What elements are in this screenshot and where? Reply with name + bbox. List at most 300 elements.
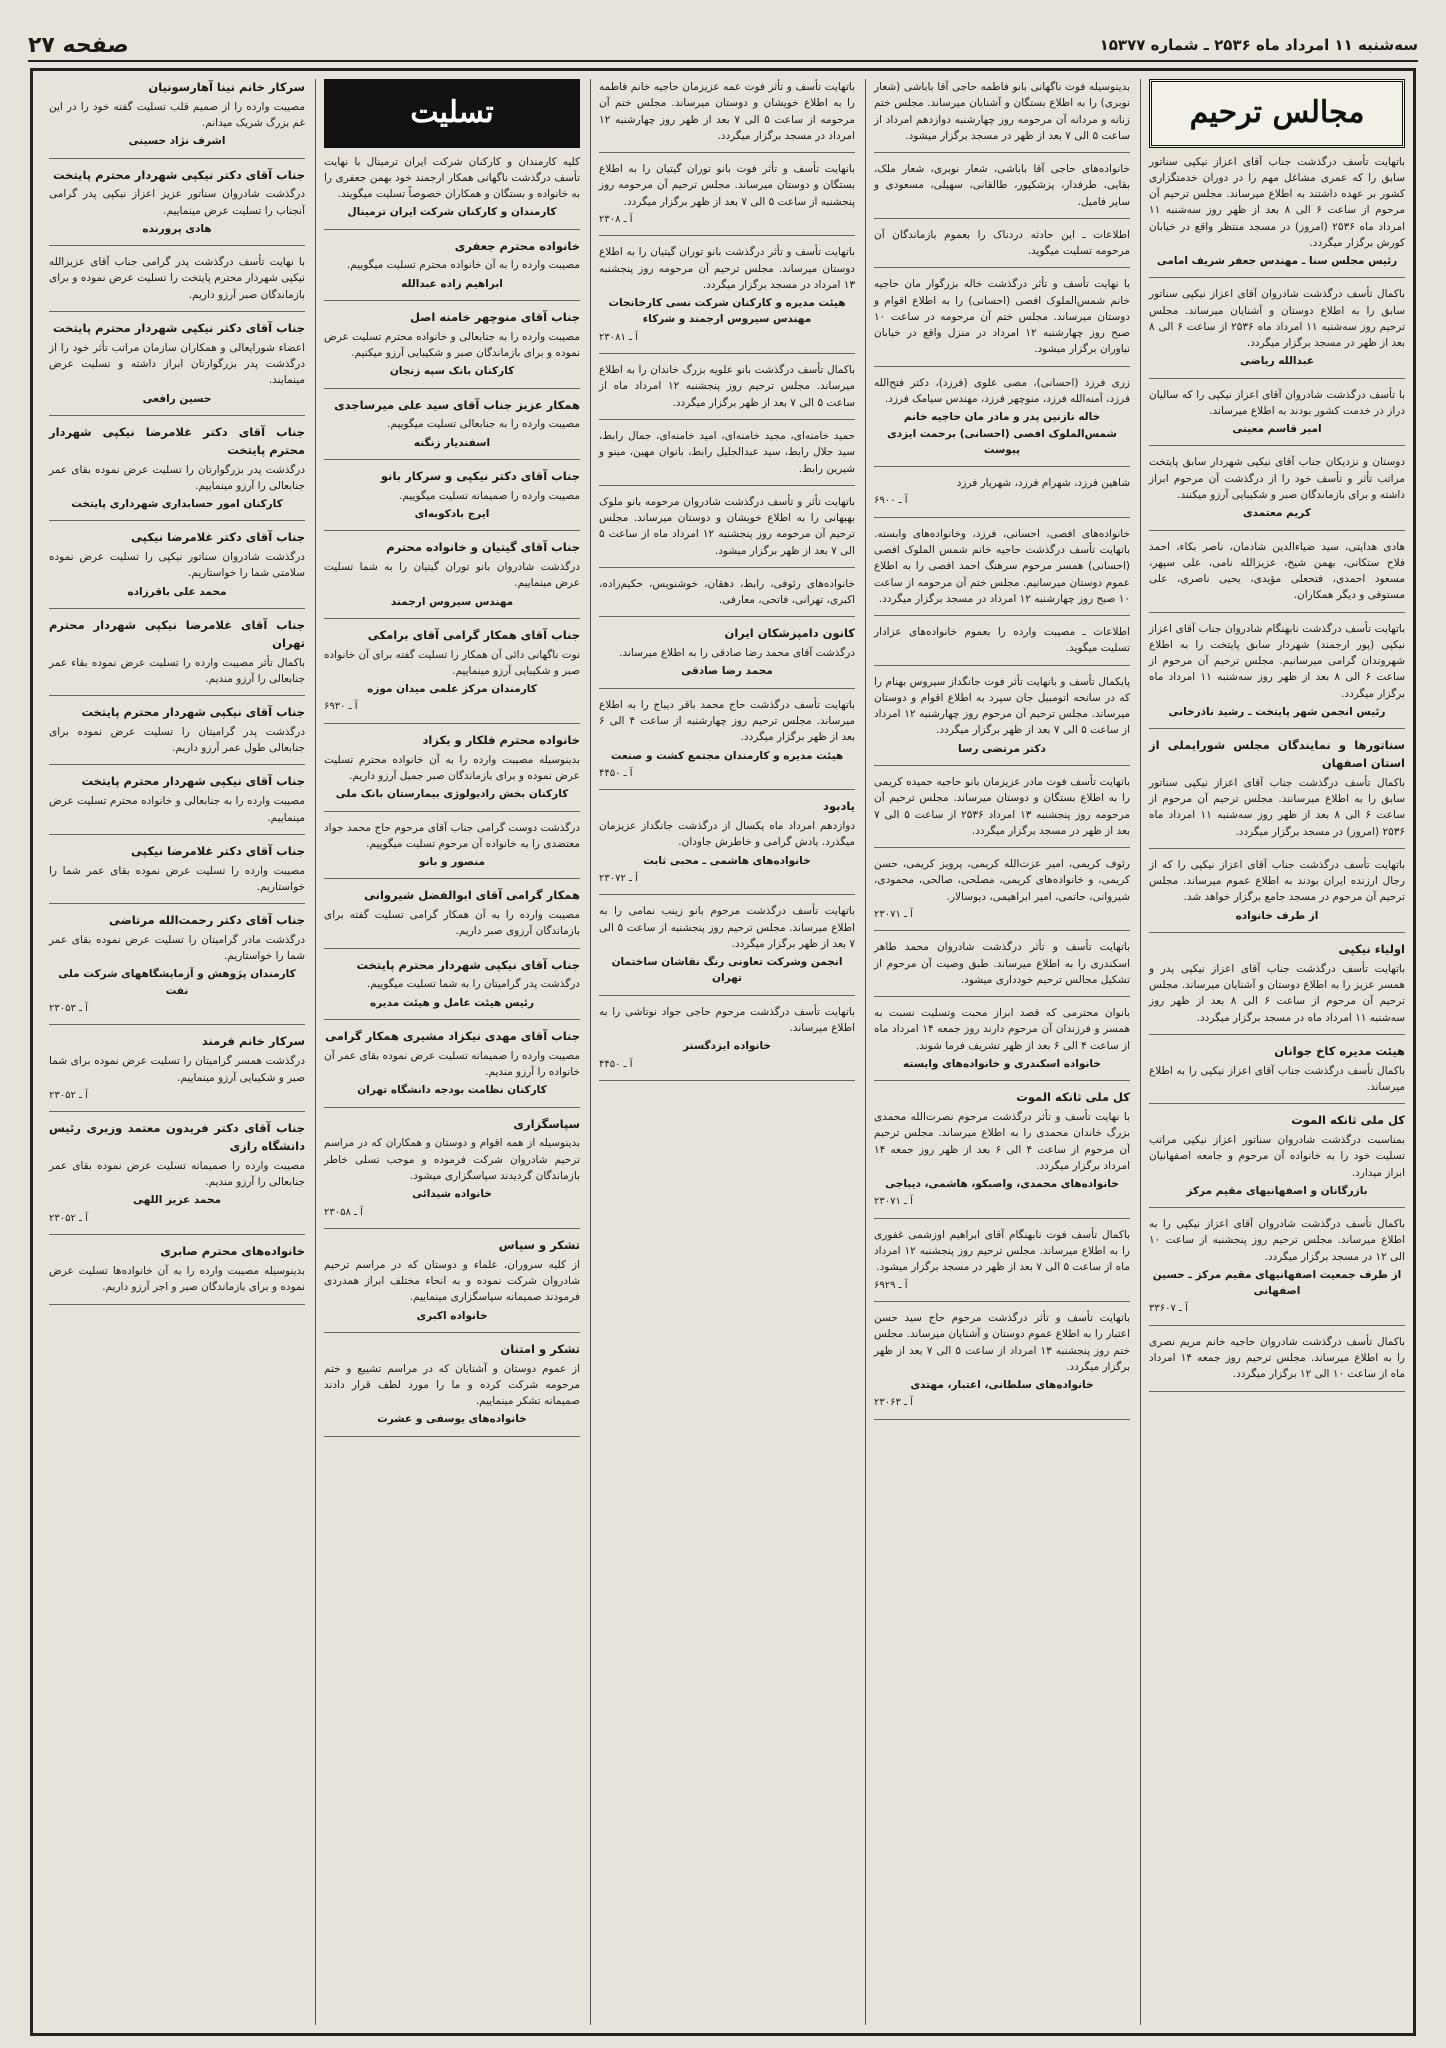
notice — [324, 1341, 580, 1428]
notice-heading: جناب آقای نیکپی شهردار محترم پایتخت — [356, 957, 580, 972]
notice-code: آ ـ ۶۹۰۰ — [874, 495, 908, 507]
notice-signature: امیر قاسم معینی — [1232, 423, 1322, 436]
notice-body: بدینوسیله از همه اقوام و دوستان و همکاران که در مراسم ترحیم شادروان شرکت فرموده و موجب تسلی خاطر بازماندگان گردیدند سپاسگزاری میشود. — [324, 1137, 580, 1182]
column-2 — [865, 79, 1130, 2025]
notice-body: باتهایت تأسف و تأثر درگذشت شادروان محمد طاهر اسکندری را به اطلاع میرساند. طبق وصیت آن مرحوم از تشکیل مجالس ترحیم خودداری میشود. — [874, 941, 1130, 986]
notice-body: باکمال تأثر مصیبت وارده را تسلیت عرض نموده بقاء عمر جنابعالی را آرزو مندیم. — [49, 656, 305, 685]
divider — [599, 419, 855, 420]
notice-signature: کارمندان مرکز علمی میدان موزه — [367, 683, 537, 696]
notice — [874, 1005, 1130, 1072]
notice — [599, 362, 855, 411]
notice-body: باتهایت تأسف درگذشت جناب آقای اعزاز نیکپی پدر و همسر عزیز را به اطلاع دوستان و آشنایان میرساند. مجلس ترحیم آن مرحوم از ساعت ۶ الی ۸ بعد از ظهر روز سه‌شنبه ۱۱ امرداد ماه در مسجد برگزار میگردد. — [1149, 962, 1405, 1024]
notice-body: باکمال تأسف فوت نابهنگام آقای ابراهیم اوزشمی غفوری را به اطلاع میرساند. مجلس ترحیم روز پنجشنبه ۱۲ امرداد ماه از ساعت ۵ الی ۷ بعد از ظهر در مسجد برگزار میشود. — [874, 1228, 1130, 1274]
notice — [324, 957, 580, 1011]
divider — [324, 723, 580, 724]
notice-body: باکمال تأسف درگذشت جناب آقای اعزاز نیکپی را به اطلاع میرساند. — [1149, 1064, 1405, 1093]
notice-body: باکمال تأسف درگذشت شادروان آقای اعزاز نیکپی سناتور سابق را به اطلاع دوستان و آشنایان میرساند. مجلس ترحیم روز سه‌شنبه ۱۱ امرداد ماه ۲۵۳۶ از ساعت ۶ الی ۸ بعد از ظهر در مسجد برگزار میگردد. — [1149, 288, 1405, 350]
notice — [874, 1310, 1130, 1411]
notice-body: خانواده‌های رئوفی، رابط، دهقان، خوشنویس، حکیم‌زاده، اکبری، تهرانی، فاتحی، معارفی. — [599, 577, 855, 607]
notice-body: باتهایت تأسف فوت مادر عزیزمان بانو حاجیه حمیده کریمی را به اطلاع بستگان و دوستان میرساند. مجلس ترحیم آن مرحومه روز پنجشنبه ۱۳ امرداد ۲۵۳۶ از ساعت ۵ الی ۷ بعد از ظهر در مسجد برگزار میگردد. — [874, 776, 1130, 837]
notice-signature: هیئت مدیره و کارمندان مجتمع کشت و صنعت — [610, 749, 844, 762]
divider — [324, 1436, 580, 1437]
divider — [1149, 378, 1405, 379]
divider — [874, 466, 1130, 467]
notice-body: بانوان محترمی که قصد ابراز محبت وتسلیت نسبت به همسر و فرزندان آن مرحوم دارند روز جمعه ۱۴ امرداد ماه از ساعت ۴ الی ۶ بعد از ظهر تشریف فرما شوند. — [874, 1007, 1130, 1052]
notice — [1149, 621, 1405, 721]
notice-body: شاهین فرزد، شهرام فرزد، شهریار فرزد — [956, 477, 1130, 490]
notice-signature: خانواده‌های سلطانی، اعتبار، مهتدی — [910, 1379, 1094, 1392]
notice-body: بدینوسیله فوت ناگهانی بانو فاطمه حاجی آقا باباشی (شعار نوبری) را به اطلاع بستگان و آشنایان میرساند. مجلس ختم زنانه و مردانه آن مرحومه روز چهارشنبه دوازدهم امرداد از ساعت ۵ الی ۷ بعد از ظهر در مسجد برگزار میشود. — [874, 81, 1130, 142]
notice-body: بدینوسیله مصیبت وارده را به آن خانواده محترم تسلیت عرض نموده و برای بازماندگان صبر جمیل آرزو داریم. — [324, 753, 580, 782]
page-header — [28, 30, 1418, 62]
notice — [874, 526, 1130, 607]
notice — [49, 1243, 305, 1295]
notice — [599, 79, 855, 144]
notice-heading: خانواده محترم فلکار و یکزاد — [422, 732, 580, 747]
notice-heading: سرکار خانم فرمند — [201, 1034, 305, 1049]
notice-signature: محمد عزیز اللهی — [132, 1194, 222, 1207]
notice-body: اعضاء شورایعالی و همکاران سازمان مراتب تأثر خود را از درگذشت پدر بزرگوارتان ابراز داشته و تسلیت عرض مینمایند. — [49, 341, 305, 387]
notice-heading: جناب آقای گیتیان و خانواده محترم — [386, 540, 580, 555]
notice-heading: سرکار خانم نینا آهارسونیان — [148, 80, 305, 94]
notice-body: باتهایت تأثر و تأسف درگذشت شادروان مرحومه بانو ملوک بهبهانی را به اطلاع خویشان و دوستان میرساند. مجلس ترحیم آن مرحومه روز پنجشنبه ۱۲ امرداد ماه از ساعت ۵ الی ۷ بعد از ظهر برگزار میشود. — [599, 495, 855, 557]
notice-signature: رئیس هیئت عامل و هیئت مدیره — [369, 996, 535, 1009]
divider — [874, 615, 1130, 616]
notice-body: پایکمال تأسف و بانهایت تأثر فوت جانگداز سیروس بهنام را که در سانحه اتومبیل جان سپرد به اطلاع اقوام و دوستان میرساند. مجلس ترحیم آن مرحوم روز چهارشنبه ۱۲ امرداد از ساعت ۵ الی ۷ بعد از ظهر برگزار میگردد. — [874, 675, 1130, 737]
notice-heading: جناب آقای دکتر غلامرضا نیکپی — [131, 530, 305, 545]
divider — [1149, 728, 1405, 729]
notice-body: زری فرزد (احسانی)، مصی علوی (فرزد)، دکتر فتح‌الله فرزد، آمنه‌الله فرزد، منوچهر فرزد، مهندس سیامک فرزد. — [874, 376, 1130, 405]
divider — [49, 415, 305, 416]
divider — [599, 894, 855, 895]
divider — [599, 353, 855, 354]
divider — [874, 765, 1130, 766]
divider — [599, 235, 855, 236]
notice — [874, 375, 1130, 458]
notice-signature: خانواده‌های یوسفی و عشرت — [377, 1413, 527, 1426]
notice — [49, 1120, 305, 1226]
notice-signature: عبدالله ریاضی — [1239, 355, 1315, 368]
notice-signature: دکتر مرتضی رسا — [958, 742, 1046, 755]
divider — [874, 1301, 1130, 1302]
notice — [49, 79, 305, 150]
notice — [1149, 454, 1405, 521]
notice-body: از کلیه سروران، علماء و دوستان که در مراسم ترحیم شادروان شرکت نموده و به انحاء مختلف ابراز همدردی فرمودند صمیمانه سپاسگزاری مینماییم. — [324, 1258, 580, 1304]
notice-body: با نهایت تأسف و تأثر درگذشت مرحوم نصرت‌الله محمدی بزرگ خاندان محمدی را به اطلاع میرساند. مجلس ترحیم آن مرحوم از ساعت ۴ الی ۶ بعد از ظهر روز جمعه ۱۴ امرداد برگزار میگردد. — [874, 1111, 1130, 1172]
notice — [324, 539, 580, 610]
notice-code: آ ـ ۲۳۰۵۲ — [49, 1089, 88, 1101]
divider — [49, 158, 305, 159]
divider — [1149, 1391, 1405, 1392]
notice-heading: جناب آقای نیکپی شهردار محترم پایتخت — [81, 705, 305, 720]
notice-body: باتهایت تأسف و تأثر فوت عمه عزیزمان حاجیه خانم فاطمه را به اطلاع خویشان و دوستان میرساند. مجلس ختم آن مرحومه از ساعت ۵ الی ۷ بعد از ظهر روز چهارشنبه ۱۲ امرداد در مسجد برگزار میگردد. — [599, 81, 855, 142]
notice-body: باتهایت تأسف درگذشت جناب آقای اعزاز نیکپی سناتور سابق را که عمری مشاغل مهم را در دوران خدمتگزاری کشور بر عهده داشتند به اطلاع میرساند. مجلس ترحیم آن مرحوم از ساعت ۶ الی ۸ بعد از ظهر روز سه‌شنبه ۱۱ امرداد ماه ۲۵۳۶ (امروز) در مسجد منتظر واقع در خیابان کورش برگزار میگردد. — [1149, 155, 1405, 249]
column-5 — [41, 79, 305, 2025]
notice-signature: کارکنان نظامت بودجه دانشگاه تهران — [357, 1084, 547, 1097]
notice — [324, 309, 580, 380]
notice-signature: خاله نازنین پدر و مادر مان حاجیه خانم شمس‌الملوک افصی (احسانی) برحمت ایزدی پیوست — [887, 411, 1117, 456]
notice-heading: یادبود — [823, 799, 855, 814]
notice-body: خانواده‌های حاجی آقا باباشی، شعار نوبری، شعار ملک، بقایی، طرفدار، پزشکپور، طالقانی، سهیلی، مسعودی و سایر فامیل. — [874, 163, 1130, 208]
divider — [599, 485, 855, 486]
notice-body: مصیبت وارده را به آن همکار گرامی تسلیت گفته برای بازماندگان آرزوی صبر داریم. — [324, 909, 580, 938]
notice — [49, 424, 305, 512]
notice — [599, 244, 855, 345]
notice-body: مصیبت وارده را تسلیت عرض نموده بقای عمر شما را خواستاریم. — [49, 864, 305, 893]
notice — [324, 887, 580, 939]
notice-heading: کل ملی ثانکه الموت — [1291, 1113, 1405, 1128]
notice-body: درگذشت پدر گرامیتان را تسلیت عرض نموده برای جنابعالی طول عمر آرزو داریم. — [49, 725, 305, 755]
notice-body: باتهایت تأسف و تأثر درگذشت بانو توران گیتیان را به اطلاع دوستان میرساند. مجلس ترحیم آن مرحومه روز پنجشنبه ۱۳ امرداد در مسجد برگزار میگردد. — [599, 246, 855, 291]
notice — [324, 820, 580, 871]
notice-code: آ ـ ۴۴۵۰ — [599, 767, 633, 779]
divider — [324, 1332, 580, 1333]
notice — [1149, 154, 1405, 270]
notice-body: درگذشت دوست گرامی جناب آقای مرحوم حاج محمد جواد معتضدی را به خانواده آن مرحوم تسلیت میگوییم. — [324, 821, 580, 850]
notice-signature: خانواده‌های محمدی، واصبکو، هاشمی، دیباجی — [885, 1178, 1119, 1191]
divider — [874, 267, 1130, 268]
divider — [49, 1304, 305, 1305]
notice-heading: جناب آقای دکتر غلامرضا نیکپی — [131, 843, 305, 858]
notice — [49, 843, 305, 895]
notice — [324, 397, 580, 451]
divider — [874, 930, 1130, 931]
divider — [49, 245, 305, 246]
notice-body: باتهایت تأسف درگذشت حاج محمد باقر دیباج را به اطلاع میرساند. مجلس ترحیم روز چهارشنبه از ساعت ۴ الی ۶ بعد از ظهر برگزار میگردد. — [599, 698, 855, 744]
divider — [1149, 1103, 1405, 1104]
divider — [324, 388, 580, 389]
notice — [874, 276, 1130, 357]
divider — [1149, 848, 1405, 849]
notice-body: با نهایت تأسف و تأثر درگذشت خاله بزرگوار مان حاجیه خانم شمس‌الملوک افصی (احسانی) را به اطلاع اقوام و دوستان میرساند. مجلس ختم آن مرحومه در ساعت ۱۰ صبح روز چهارشنبه ۱۲ امرداد در منزل واقع در خیابان نیاوران برگزار میشود. — [874, 278, 1130, 356]
notice-body: اطلاعات ـ مصیبت وارده را بعموم خانواده‌های عزادار تسلیت میگوید. — [874, 626, 1130, 655]
notice-body: درگذشت همسر گرامیتان را تسلیت عرض نموده برای شما صبر و شکیبایی آرزو مینماییم. — [49, 1055, 305, 1084]
notice-body: درگذشت آقای محمد رضا صادقی را به اطلاع میرساند. — [619, 647, 855, 660]
divider — [1149, 530, 1405, 531]
notice-body: اطلاعات ـ این حادثه دردناک را بعموم بازماندگان آن مرحومه تسلیت میگوید. — [874, 228, 1130, 258]
notice — [324, 732, 580, 803]
notice-code: آ ـ ۲۳۰۵۲ — [49, 1212, 88, 1224]
notice-signature: ابراهیم زاده عبدالله — [401, 277, 503, 290]
notice-heading: جناب آقای غلامرضا نیکپی شهردار محترم تهران — [49, 617, 305, 650]
notice — [599, 161, 855, 227]
notice-heading: خانواده محترم جعفری — [454, 238, 580, 253]
notice-code: آ ـ ۲۳۰۷۱ — [874, 908, 913, 920]
notice — [874, 161, 1130, 210]
notice-body: باتهایت تأسف درگذشت مرحوم حاجی جواد نوتاشی را به اطلاع میرساند. — [599, 1005, 855, 1034]
divider — [599, 789, 855, 790]
notice-signature: کارکنان امور حسابداری شهرداری پایتخت — [71, 498, 283, 511]
notice — [1149, 539, 1405, 604]
divider — [324, 618, 580, 619]
notice-signature: محمد رضا صادقی — [681, 665, 773, 678]
notice — [49, 912, 305, 1016]
divider — [324, 948, 580, 949]
notice-body: مصیبت وارده را به آن خانواده محترم تسلیت میگوییم. — [346, 259, 580, 272]
notice — [599, 697, 855, 782]
notice-body: بمناسبت درگذشت شادروان سناتور اعزاز نیکپی مراتب تسلیت خود را به خانواده آن مرحوم و جامعه اصفهانیان ابراز میدارد. — [1149, 1133, 1405, 1179]
notice-body: نوت ناگهانی دائی آن همکار را تسلیت گفته برای آن خانواده صبر و شکیبایی آرزو مینماییم. — [324, 648, 580, 677]
divider — [599, 995, 855, 996]
notice-body: مصیبت وارده را به جنابعالی و خانواده محترم تسلیت عرض مینماییم. — [49, 795, 305, 824]
notice-body: باتهایت تأسف درگذشت مرحوم بانو زینب نمامی را به اطلاع میرساند. مجلس ترحیم روز پنجشنبه از ساعت ۵ الی ۷ بعد از ظهر برگزار میگردد. — [599, 905, 855, 950]
notice-signature: کارمندان پژوهش و آزمایشگاههای شرکت ملی نفت — [58, 968, 296, 997]
notice-code: آ ـ ۶۹۲۹ — [874, 1279, 908, 1291]
notice-signature: اسفندیار زنگنه — [413, 436, 491, 449]
notice-heading: کل ملی ثانکه الموت — [1016, 1090, 1130, 1105]
notice — [49, 704, 305, 756]
divider — [1149, 612, 1405, 613]
notice — [1149, 1043, 1405, 1095]
divider — [874, 665, 1130, 666]
notice — [49, 254, 305, 303]
divider — [874, 847, 1130, 848]
notice-body: با تأسف درگذشت شادروان آقای اعزاز نیکپی را که سالیان دراز در خدمت کشور بودند به اطلاع میرساند. — [1149, 388, 1405, 417]
notice-body: درگذشت شادروان سناتور عزیز اعزاز نیکپی پدر گرامی آنجناب را تسلیت عرض مینماییم. — [49, 188, 305, 217]
divider — [1149, 277, 1405, 278]
notice — [1149, 1216, 1405, 1317]
notice-signature: ایرج بادکوبه‌ای — [414, 507, 490, 520]
notice-signature: خانواده ایزدگستر — [683, 1040, 771, 1053]
notice-signature: هادی پرورنده — [142, 222, 212, 235]
divider — [324, 530, 580, 531]
divider — [49, 764, 305, 765]
notice — [599, 576, 855, 609]
notice-signature: انجمن وشرکت تعاونی رنگ نقاشان ساختمان تهران — [611, 956, 843, 985]
notice-body: بانهایت تأسف و تأثر فوت بانو توران گیتیان را به اطلاع بستگان و دوستان میرساند. مجلس ترحیم آن مرحومه روز پنجشنبه از ساعت ۵ الی ۷ بعد از ظهر برگزار میگردد. — [599, 163, 855, 208]
divider — [1149, 445, 1405, 446]
divider — [874, 366, 1130, 367]
section-banner: مجالس ترحیم — [1149, 79, 1405, 148]
divider — [874, 1080, 1130, 1081]
notice-signature: اشرف نژاد حسینی — [128, 135, 226, 148]
notice-heading: کانون دامپزشکان ایران — [724, 626, 855, 641]
divider — [49, 520, 305, 521]
notice-signature: خانواده‌های هاشمی ـ محبی ثابت — [643, 854, 811, 867]
notice — [324, 468, 580, 522]
divider — [324, 300, 580, 301]
newspaper-page — [30, 68, 1416, 2036]
notice — [49, 773, 305, 825]
notice-heading: هیئت مدیره کاخ جوانان — [1274, 1043, 1405, 1058]
notice-body: باتهایت تأسف درگذشت نابهنگام شادروان جناب آقای اعزاز نیکپی (پور ارجمند) شهردار سابق پایتخت را به اطلاع شهروندان گرامی میرسانیم. مجلس ترحیم آن مرحوم از ساعت ۶ الی ۸ بعد از ظهر روز سه‌شنبه ۱۱ امرداد ماه برگزار میگردد. — [1149, 622, 1405, 700]
notice-signature: کریم معتمدی — [1243, 507, 1311, 520]
divider — [324, 459, 580, 460]
notice-heading: خانواده‌های محترم صابری — [160, 1244, 305, 1259]
notice — [874, 1089, 1130, 1210]
notice — [324, 238, 580, 292]
notice-body: از عموم دوستان و آشنایان که در مراسم تشییع و ختم مرحومه شرکت کرده و ما را مورد لطف قرار دادند صمیمانه تشکر مینماییم. — [324, 1362, 580, 1408]
notice-signature: از طرف جمعیت اصفهانیهای مقیم مرکز ـ حسین اصفهانی — [1152, 1268, 1402, 1298]
notice-body: مصیبت وارده را صمیمانه تسلیت عرض نموده بقای عمر جنابعالی را آرزو مندیم. — [49, 1159, 305, 1189]
notice-code: آ ـ ۳۳۶۰۷ — [1149, 1303, 1188, 1315]
notice — [1149, 857, 1405, 924]
notice-heading: جناب آقای منوچهر خامنه اصل — [410, 309, 580, 324]
notice-signature: بازرگانان و اصفهانیهای مقیم مرکز — [1186, 1184, 1368, 1197]
divider — [874, 218, 1130, 219]
notice-heading: سپاسگزاری — [513, 1116, 580, 1131]
notice — [599, 625, 855, 679]
notice-body: دوستان و نزدیکان جناب آقای نیکپی شهردار سابق پایتخت مراتب تأثر و تأسف خود را از درگذشت آن مرحوم ابراز داشته و برای بازماندگان صبر و شکیبایی آرزو میکنند. — [1149, 456, 1405, 502]
notice — [324, 154, 580, 221]
notice-body: کلیه کارمندان و کارکنان شرکت ایران ترمینال با نهایت تأسف درگذشت ناگهانی همکار ارجمند خود بهمن جعفری را به خانواده و بستگان و همکاران خصوصاً تسلیت میگویند. — [324, 155, 580, 201]
divider — [324, 229, 580, 230]
notice-heading: سناتورها و نمایندگان مجلس شورایملی از استان اصفهان — [1149, 738, 1405, 771]
notice-body: دوازدهم امرداد ماه یکسال از درگذشت جانگداز عزیزمان میگذرد. یادش گرامی و خاطرش جاودان. — [599, 820, 855, 849]
divider — [599, 1080, 855, 1081]
notice-body: درگذشت شادروان سناتور نیکپی را تسلیت عرض نموده سلامتی شما را خواستاریم. — [49, 551, 305, 580]
divider — [324, 1019, 580, 1020]
notice-heading: تشکر و سپاس — [498, 1238, 580, 1252]
notice-heading: همکار گرامی آقای ابوالفضل شیروانی — [364, 888, 580, 903]
notice-code: آ ـ ۲۳۰۸۱ — [599, 331, 638, 343]
notice-body: مصیبت وارده را به جنابعالی تسلیت میگوییم. — [387, 418, 580, 431]
notice-body: مصیبت وارده را صمیمانه تسلیت میگوییم. — [399, 489, 580, 502]
divider — [1149, 1034, 1405, 1035]
notice-body: مصیبت وارده را از صمیم قلب تسلیت گفته خود را در این غم بزرگ شریک میدانم. — [49, 100, 305, 130]
notice-body: درگذشت شادروان بانو توران گیتیان را به شما تسلیت عرض مینماییم. — [324, 561, 580, 590]
notice-body: درگذشت مادر گرامیتان را تسلیت عرض نموده بقای عمر شما را خواستاریم. — [49, 933, 305, 963]
notice — [599, 428, 855, 477]
divider — [1149, 932, 1405, 933]
notice-heading: جناب آقای دکتر نیکپی شهردار محترم پایتخت — [53, 167, 305, 182]
divider — [874, 1218, 1130, 1219]
notice-heading: جناب آقای دکتر نیکپی و سرکار بانو — [380, 468, 580, 483]
notice-body: حمید خامنه‌ای، مجید خامنه‌ای، امید خامنه‌ای، جمال رابط، سید جلال رابط، سید عبدالجلیل رابط، بانوان مهین، مینو و شیرین رابط. — [599, 429, 855, 475]
notice — [874, 79, 1130, 144]
divider — [49, 1024, 305, 1025]
notice-code: آ ـ ۲۳۰۷۱ — [874, 1196, 913, 1208]
notice-heading: جناب آقای مهدی نیکزاد مشیری همکار گرامی — [325, 1029, 580, 1044]
notice — [1149, 941, 1405, 1026]
notice-body: درگذشت پدر بزرگوارتان را تسلیت عرض نموده بقای عمر جنابعالی را آرزو مینماییم. — [49, 463, 305, 492]
divider — [324, 1228, 580, 1229]
notice-signature: مهندس سیروس ارجمند — [390, 595, 514, 608]
notice — [874, 475, 1130, 509]
notice — [599, 494, 855, 559]
divider — [49, 903, 305, 904]
divider — [49, 1234, 305, 1235]
divider — [1149, 1207, 1405, 1208]
notice-heading: جناب آقای دکتر نیکپی شهردار محترم پایتخت — [53, 321, 305, 336]
notice-signature: کارمندان و کارکنان شرکت ایران ترمینال — [347, 206, 557, 219]
notice-signature: رئیس مجلس سنا ـ مهندس جعفر شریف امامی — [1156, 255, 1398, 268]
divider — [49, 834, 305, 835]
notice-code: آ ـ ۲۳۰۷۲ — [599, 872, 638, 884]
notice-body: خانواده‌های افصی، احسانی، فرزد، وخانواده‌های وابسته. باتهایت تأسف درگذشت حاجیه خانم شمس الملوک افصی (احسانی) همسر مرحوم سرهنگ احمد افصی را به اطلاع عموم دوستان میرسانیم. مجلس ختم آن مرحومه از ساعت ۱۰ صبح روز چهارشنبه ۱۲ امرداد در مسجد برگزار میگردد. — [874, 527, 1130, 605]
notice — [324, 1116, 580, 1220]
divider — [324, 878, 580, 879]
notice — [874, 774, 1130, 839]
notice-code: آ ـ ۴۴۵۰ — [599, 1058, 633, 1070]
notice — [324, 1028, 580, 1099]
notice — [874, 674, 1130, 757]
notice-heading: جناب آقای دکتر رحمت‌الله مرتاضی — [108, 913, 305, 928]
notice-signature: منصور و بانو — [418, 856, 485, 869]
notice-body: بدینوسیله مصیبت وارده را به آن خانواده‌ها تسلیت عرض نموده و برای بازماندگان صبر و اجر آرزو داریم. — [49, 1265, 305, 1294]
notice — [49, 617, 305, 687]
divider — [599, 616, 855, 617]
notice — [599, 1004, 855, 1072]
notice-body: باکمال تأسف درگذشت شادروان آقای اعزاز نیکپی را به اطلاع میرساند. مجلس ترحیم روز پنجشنبه از ساعت ۱۰ الی ۱۲ در مسجد برگزار میگردد. — [1149, 1218, 1405, 1263]
notice — [599, 903, 855, 986]
notice-body: درگذشت پدر گرامیتان را به شما تسلیت میگوییم. — [366, 978, 580, 991]
divider — [874, 996, 1130, 997]
notice-heading: جناب آقای نیکپی شهردار محترم پایتخت — [81, 774, 305, 789]
notice-signature: خانواده اسکندری و خانواده‌های وابسته — [903, 1057, 1101, 1070]
divider — [49, 1111, 305, 1112]
notice-signature: هیئت مدیره و کارکنان شرکت نسی کارخانجات مهندس سیروس ارجمند و شرکاء — [608, 297, 846, 326]
notice-body: مصیبت وارده را به جنابعالی و خانواده محترم تسلیت عرض نموده و برای بازماندگان صبر و شکیبایی آرزو میکنیم. — [324, 330, 580, 359]
notice-code: آ ـ ۲۳۰۶۳ — [874, 1397, 913, 1409]
divider — [49, 311, 305, 312]
notice — [1149, 286, 1405, 369]
notice — [1149, 737, 1405, 840]
notice — [874, 856, 1130, 922]
notice-body: باتهایت تأسف درگذشت جناب آقای اعزاز نیکپی را که از رجال ارزنده ایران بودند به اطلاع عموم میرساند. مجلس ترحیم آن مرحوم در مسجد جامع برگزار خواهد شد. — [1149, 858, 1405, 904]
page-number: صفحه ۲۷ — [28, 32, 129, 58]
notice-heading: همکار عزیز جناب آقای سید علی میرساجدی — [334, 397, 580, 412]
column-4 — [315, 79, 580, 2025]
notice — [49, 529, 305, 600]
notice-body: هادی هدایتی، سید ضیاءالدین شادمان، ناصر بکاء، احمد فلاح ستکانی، بهمن شیخ، عزیزالله نامی، علی سپهر، مسعود احمدی، فتحعلی مؤیدی، یحیی ناصری، علی مستوفی و دیگر همکاران. — [1149, 540, 1405, 602]
divider — [324, 1107, 580, 1108]
column-3 — [590, 79, 855, 2025]
notice — [1149, 387, 1405, 438]
divider — [49, 608, 305, 609]
notice-code: آ ـ ۲۳۰۵۸ — [324, 1206, 363, 1218]
divider — [874, 152, 1130, 153]
notice-signature: خانواده اکبری — [416, 1309, 488, 1322]
notice-body: باکمال تأسف درگذشت شادروان حاجیه خانم مریم نصری را به اطلاع میرساند. مجلس ترحیم روز جمعه ۱۴ امرداد ماه از ساعت ۱۰ الی ۱۲ برگزار میگردد. — [1149, 1335, 1405, 1381]
divider — [49, 695, 305, 696]
notice — [49, 1033, 305, 1103]
notice-signature: کارکنان بخش رادیولوژی بیمارستان بانک ملی — [335, 788, 569, 801]
notice — [874, 939, 1130, 988]
notice-heading: جناب آقای همکار گرامی آقای برامکی — [367, 627, 580, 642]
notice — [874, 624, 1130, 657]
notice-body: مصیبت وارده را صمیمانه تسلیت عرض نموده بقای عمر آن خانواده را آرزو مندیم. — [324, 1049, 580, 1079]
notice-signature: کارکنان بانک سپه زنجان — [389, 365, 515, 378]
notice-body: باتهایت تأسف و تأثر درگذشت مرحوم حاج سید حسن اعتبار را به اطلاع عموم دوستان و آشنایان میرساند. مجلس ختم روز پنجشنبه ۱۳ امرداد از ساعت ۵ الی ۷ بعد از ظهر برگزار میگردد. — [874, 1312, 1130, 1373]
notice-code: آ ـ ۲۳۰۵۳ — [49, 1002, 88, 1014]
divider — [324, 811, 580, 812]
notice — [324, 1237, 580, 1324]
notice-body: باکمال تأسف درگذشت بانو علویه بزرگ خاندان را به اطلاع میرساند. مجلس ترحیم روز پنجشنبه ۱۲ امرداد ماه از ساعت ۵ الی ۷ بعد از ظهر برگزار میگردد. — [599, 364, 855, 409]
divider — [874, 1419, 1130, 1420]
notice — [1149, 1334, 1405, 1383]
notice-signature: از طرف خانواده — [1235, 909, 1319, 922]
notice-signature: محمد علی باقرزاده — [127, 585, 227, 598]
notice-signature: خانواده شیدائی — [412, 1188, 492, 1201]
notice-signature: رئیس انجمن شهر پایتخت ـ رشید ناذرخانی — [1168, 705, 1386, 718]
notice-heading: اولیاء نیکپی — [1338, 941, 1405, 956]
notice — [49, 167, 305, 238]
issue-date-line: سه‌شنبه ۱۱ امرداد ماه ۲۵۳۶ ـ شماره ۱۵۳۷۷ — [1099, 36, 1418, 54]
divider — [1149, 1325, 1405, 1326]
notice — [874, 227, 1130, 260]
notice — [1149, 1112, 1405, 1199]
notice — [874, 1227, 1130, 1293]
notice — [599, 798, 855, 886]
notice — [324, 627, 580, 715]
notice-heading: جناب آقای دکتر غلامرضا نیکپی شهردار محترم پایتخت — [49, 424, 305, 457]
notice-body: باکمال تأسف درگذشت جناب آقای اعزاز نیکپی سناتور سابق را به اطلاع میرسانند. مجلس ترحیم آن مرحوم از ساعت ۶ الی ۸ بعد از ظهر روز سه‌شنبه ۱۱ امرداد ماه ۲۵۳۶ (امروز) در مسجد برگزار میگردد. — [1149, 776, 1405, 838]
notice-body: با نهایت تأسف درگذشت پدر گرامی جناب آقای عزیزالله نیکپی شهردار محترم پایتخت را تسلیت عرض نموده و برای بازماندگان صبر آرزو داریم. — [49, 256, 305, 301]
column-1 — [1140, 79, 1405, 2025]
notice — [49, 320, 305, 407]
divider — [874, 517, 1130, 518]
